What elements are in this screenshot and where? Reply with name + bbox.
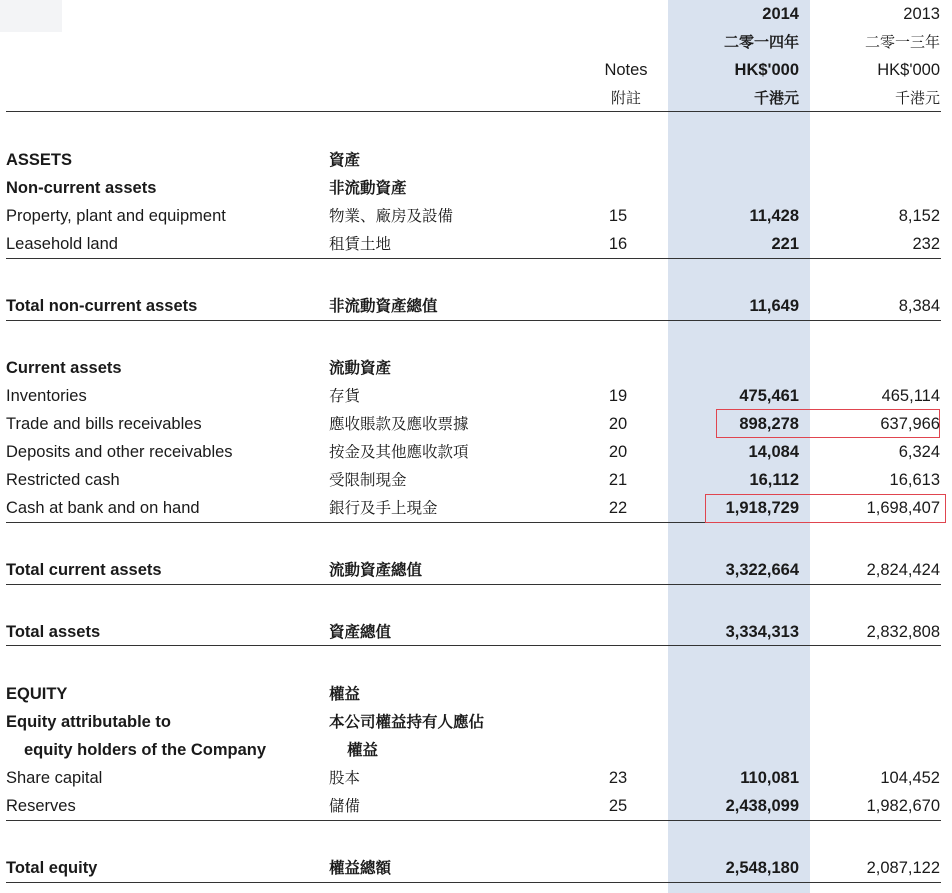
row-label-zh: 本公司權益持有人應佔: [329, 713, 485, 731]
row-value-2014: 11,428: [749, 207, 799, 225]
header-rule: [6, 111, 941, 112]
row-label-zh: 股本: [329, 769, 361, 787]
unit-2013-zh: 千港元: [894, 89, 940, 107]
row-label-en: Cash at bank and on hand: [6, 499, 200, 517]
row-value-2014: 1,918,729: [725, 499, 799, 517]
row-label-en: Non-current assets: [6, 179, 157, 197]
row-label-zh: 銀行及手上現金: [329, 499, 438, 517]
unit-2013: HK$'000: [877, 61, 940, 79]
row-label-zh: 存貨: [329, 387, 361, 405]
row-value-2013: 104,452: [880, 769, 940, 787]
row-label-en: Restricted cash: [6, 471, 120, 489]
row-value-2014: 898,278: [739, 415, 799, 433]
row-label-en: Trade and bills receivables: [6, 415, 202, 433]
row-label-zh: 按金及其他應收款項: [329, 443, 469, 461]
row-value-2014: 16,112: [749, 471, 799, 489]
row-value-2013: 637,966: [880, 415, 940, 433]
unit-2014: HK$'000: [734, 61, 799, 79]
row-label-en: Reserves: [6, 797, 76, 815]
row-note: 16: [608, 235, 628, 253]
row-value-2014: 2,438,099: [725, 797, 799, 815]
row-label-zh: 流動資產: [329, 359, 392, 377]
row-label-zh: 受限制現金: [329, 471, 407, 489]
row-label-zh: 流動資產總值: [329, 561, 423, 579]
row-value-2013: 8,384: [898, 297, 940, 315]
row-note: 20: [608, 443, 628, 461]
notes-header-zh: 附註: [610, 89, 641, 107]
row-label-zh: 儲備: [329, 797, 361, 815]
row-label-en: Total non-current assets: [6, 297, 198, 315]
rule-total-noncurrent: [6, 320, 941, 321]
row-value-2013: 1,698,407: [866, 499, 940, 517]
row-value-2013: 2,832,808: [866, 623, 940, 641]
row-label-en: Total assets: [6, 623, 101, 641]
row-label-zh: 非流動資產總值: [329, 297, 438, 315]
row-note: 25: [608, 797, 628, 815]
corner-shade: [0, 0, 62, 32]
row-label-en: ASSETS: [6, 151, 73, 169]
row-label-zh: 非流動資產: [329, 179, 407, 197]
row-value-2014: 2,548,180: [725, 859, 799, 877]
row-label-zh: 應收賬款及應收票據: [329, 415, 469, 433]
row-label-en: Total current assets: [6, 561, 162, 579]
row-label-zh: 資產: [329, 151, 361, 169]
year-2013: 2013: [903, 5, 940, 23]
row-label-zh: 權益: [347, 741, 379, 759]
row-value-2013: 232: [912, 235, 940, 253]
row-label-zh: 權益總額: [329, 859, 392, 877]
rule-noncurrent: [6, 258, 941, 259]
row-label-en: Inventories: [6, 387, 87, 405]
row-label-en: Total equity: [6, 859, 98, 877]
unit-2014-zh: 千港元: [753, 89, 799, 107]
row-value-2013: 16,613: [889, 471, 940, 489]
row-value-2014: 11,649: [749, 297, 799, 315]
row-value-2014: 110,081: [740, 769, 799, 787]
rule-equity: [6, 820, 941, 821]
rule-total-assets: [6, 645, 941, 646]
row-note: 22: [608, 499, 628, 517]
year-2014-zh: 二零一四年: [723, 33, 799, 51]
row-value-2013: 2,824,424: [866, 561, 940, 579]
row-value-2014: 3,334,313: [725, 623, 799, 641]
row-note: 21: [608, 471, 628, 489]
row-label-en: Equity attributable to: [6, 713, 171, 731]
year-2014: 2014: [762, 5, 799, 23]
row-label-en: Current assets: [6, 359, 122, 377]
row-value-2014: 3,322,664: [725, 561, 799, 579]
row-note: 20: [608, 415, 628, 433]
year-2013-zh: 二零一三年: [864, 33, 940, 51]
row-value-2014: 475,461: [739, 387, 799, 405]
row-value-2014: 221: [771, 235, 799, 253]
row-label-en: EQUITY: [6, 685, 68, 703]
row-value-2013: 1,982,670: [866, 797, 940, 815]
row-label-zh: 權益: [329, 685, 361, 703]
row-value-2013: 6,324: [898, 443, 940, 461]
rule-total-equity: [6, 882, 941, 883]
row-label-zh: 資產總值: [329, 623, 392, 641]
row-value-2013: 8,152: [898, 207, 940, 225]
row-note: 19: [608, 387, 628, 405]
row-label-zh: 租賃土地: [329, 235, 392, 253]
row-value-2014: 14,084: [748, 443, 799, 461]
row-label-en: equity holders of the Company: [24, 741, 267, 759]
row-value-2013: 2,087,122: [866, 859, 940, 877]
row-label-en: Deposits and other receivables: [6, 443, 233, 461]
row-note: 23: [608, 769, 628, 787]
notes-header: Notes: [604, 61, 648, 79]
row-label-zh: 物業、廠房及設備: [329, 207, 454, 225]
rule-total-current: [6, 584, 941, 585]
row-label-en: Leasehold land: [6, 235, 118, 253]
row-label-en: Share capital: [6, 769, 103, 787]
row-value-2013: 465,114: [881, 387, 940, 405]
row-label-en: Property, plant and equipment: [6, 207, 226, 225]
row-note: 15: [608, 207, 628, 225]
